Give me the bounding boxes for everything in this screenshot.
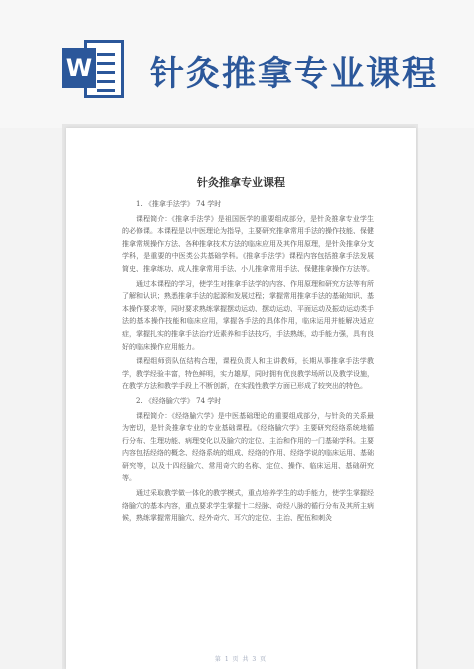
document-body	[122, 198, 374, 527]
document-title: 针灸推拿专业课程	[197, 176, 285, 189]
page-number: 第 1 页 共 3 页	[214, 656, 268, 663]
paragraph: 通过采取教学做一体化的教学模式，重点培养学生的动手能力，使学生掌握经络腧穴的基本内容，重点要求学生掌握十二经脉、奇经八脉的循行分布及其所主病候，熟练掌握常用腧穴、经外奇穴、耳穴的定位、主治、配伍和刺灸	[122, 489, 374, 523]
paragraph: 课程简介：《推拿手法学》是祖国医学的重要组成部分，是针灸推拿专业学生的必修课。本课程是以中医理论为指导，主要研究推拿常用手法的操作技能、保健推拿常规操作方法、各种推拿技术方法的临床应用及其作用原理，是针灸推拿分支学科，是重要的中医类公共基础学科。《推拿手法学》课程内容包括推拿手法发展简史、推拿练功、成人推拿常用手法、小儿推拿常用手法、保健推拿操作方法等。	[122, 214, 374, 273]
word-document-icon	[62, 40, 126, 98]
paragraph: 通过本课程的学习，使学生对推拿手法学的内容、作用原理和研究方法等有所了解和认识；熟悉推拿手法的起源和发展过程；掌握常用推拿手法的基础知识、基本操作要求等，同时要求熟练掌握摆动运动、摆动运动、平面运动及振动运动类手法的基本操作技能和临床应用，掌握各手法的具体作用，临床运用并能解决适应症，掌握扎实的推拿手法治疗近素养和手法技巧，手法熟练，动手能力强，具有良好的临床操作应用能力。	[122, 279, 374, 351]
paragraph: 课程简介：《经络腧穴学》是中医基础理论的重要组成部分，与针灸的关系最为密切，是针灸推拿专业的专业基础课程。《经络腧穴学》主要研究经络系统地循行分布、生理功能、病理变化以及腧穴的定位、主治和作用的一门基础学科。主要内容包括经络的概念、经络系统的组成、经络的作用、经络学说的临床运用、基础研究等，以及十四经腧穴、常用奇穴的名称、定位、操作、临床运用、基础研究等。	[122, 411, 374, 483]
document-page	[66, 128, 416, 669]
section-heading: 1. 《推拿手法学》 74 学时	[136, 200, 222, 208]
paragraph: 课程组师资队伍结构合理，课程负责人和主讲教师，长期从事推拿手法学教学，教学经验丰富，特色鲜明，实力雄厚，同时拥有优良教学场所以及教学设施，在教学方法和教学手段上不断创新，在实践性教学方面已形成了较突出的特色。	[122, 357, 374, 391]
word-letter-badge: W	[62, 48, 96, 88]
banner-title: 针灸推拿专业课程	[150, 54, 438, 94]
banner	[0, 0, 474, 128]
section-heading: 2. 《经络腧穴学》 74 学时	[136, 396, 222, 405]
